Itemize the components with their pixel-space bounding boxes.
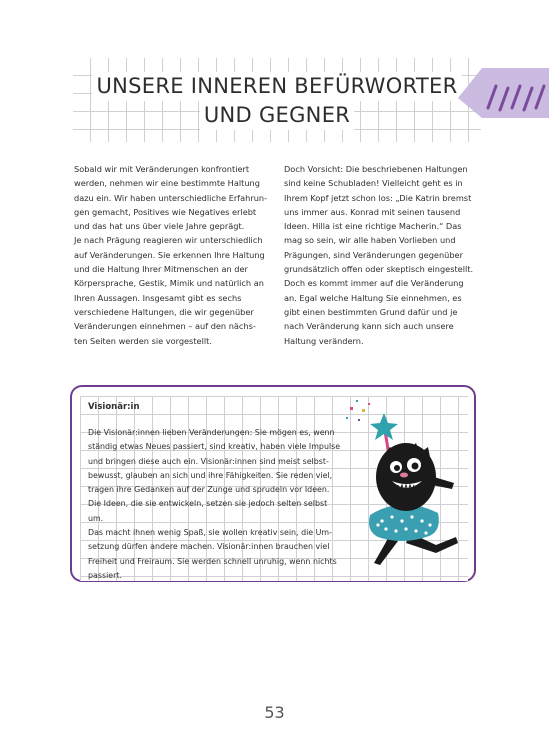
- body-line: ten Seiten werden sie vorgestellt.: [74, 335, 212, 346]
- monster-illustration: [340, 395, 470, 570]
- body-line: und die Haltung Ihrer Mitmenschen an der: [74, 264, 248, 275]
- body-line: gen gemacht, Positives wie Negatives erlebt: [74, 206, 257, 217]
- star-icon: [370, 413, 398, 440]
- page-title-line-2: UND GEGNER: [200, 101, 354, 130]
- body-column-left: [74, 162, 274, 348]
- box-line: ständig etwas Neues passiert, sind kreativ, haben viele Impulse: [88, 442, 341, 452]
- body-line: mag so sein, wir alle haben Vorlieben und: [284, 235, 456, 246]
- body-line: sind keine Schubladen! Vielleicht geht es in: [284, 178, 463, 189]
- body-line: Prägungen, sind Veränderungen gegenüber: [284, 249, 463, 260]
- body-line: grundsätzlich offen oder skeptisch eingestellt.: [284, 264, 474, 275]
- decorative-tape: [458, 68, 549, 128]
- body-line: Veränderungen einnehmen – auf den nächs-: [74, 321, 256, 332]
- body-line: Haltung verändern.: [284, 335, 364, 346]
- body-line: Ihrem Kopf jetzt schon los: „Die Katrin bremst: [284, 192, 472, 203]
- page-title-line-1: UNSERE INNEREN BEFÜRWORTER: [92, 72, 461, 101]
- body-line: dazu ein. Wir haben unterschiedliche Erfahrun-: [74, 192, 268, 203]
- box-line: Das macht ihnen wenig Spaß, sie wollen kreativ sein, die Um-: [88, 528, 332, 538]
- body-line: Körpersprache, Gestik, Mimik und natürlich an: [74, 278, 264, 289]
- box-line: bewusst, glauben an sich und ihre Fähigkeiten. Sie reden viel,: [88, 470, 333, 480]
- box-line: Die Visionär:innen lieben Veränderungen: Sie mögen es, wenn: [88, 428, 335, 437]
- body-line: und das hat uns über viele Jahre geprägt.: [74, 221, 245, 232]
- box-line: Freiheit und Freiraum. Sie werden schnell unruhig, wenn nichts: [88, 556, 337, 566]
- box-line: und bringen diese auch ein. Visionär:innen sind meist selbst-: [88, 456, 329, 466]
- box-line: setzung dürfen andere machen. Visionär:innen brauchen viel: [88, 542, 330, 552]
- page-number: 53: [264, 703, 285, 722]
- body-line: nach Veränderung kann sich auch unsere: [284, 321, 454, 332]
- body-line: Doch Vorsicht: Die beschriebenen Haltungen: [284, 164, 468, 174]
- body-line: uns immer aus. Konrad mit seinen tausend: [284, 206, 461, 217]
- body-column-right: [284, 162, 484, 348]
- box-line: tragen ihre Gedanken auf der Zunge und sprudeln vor Ideen.: [88, 485, 330, 495]
- body-line: Doch es kommt immer auf die Veränderung: [284, 278, 464, 289]
- body-line: auf Veränderungen. Sie erkennen Ihre Haltung: [74, 249, 265, 260]
- body-line: werden, nehmen wir eine bestimmte Haltung: [74, 178, 260, 189]
- sparkle-icon: [346, 400, 370, 421]
- body-line: gibt einen bestimmten Grund dafür und je: [284, 306, 458, 317]
- box-body: [88, 426, 343, 583]
- body-line: Sobald wir mit Veränderungen konfrontiert: [74, 164, 250, 174]
- body-line: Ihren Aussagen. Insgesamt gibt es sechs: [74, 292, 242, 303]
- page-title: [73, 72, 481, 130]
- body-line: Je nach Prägung reagieren wir unterschiedlich: [74, 235, 263, 246]
- box-label: Visionär:in: [88, 402, 140, 412]
- body-line: an. Egal welche Haltung Sie einnehmen, es: [284, 292, 462, 303]
- body-line: Ideen. Hilla ist eine richtige Macherin.“ Das: [284, 221, 462, 232]
- box-line: Die Ideen, die sie entwickeln, setzen sie jedoch selten selbst um.: [88, 499, 328, 523]
- box-line: passiert.: [88, 570, 122, 580]
- body-line: verschiedene Haltungen, die wir gegenüber: [74, 306, 254, 317]
